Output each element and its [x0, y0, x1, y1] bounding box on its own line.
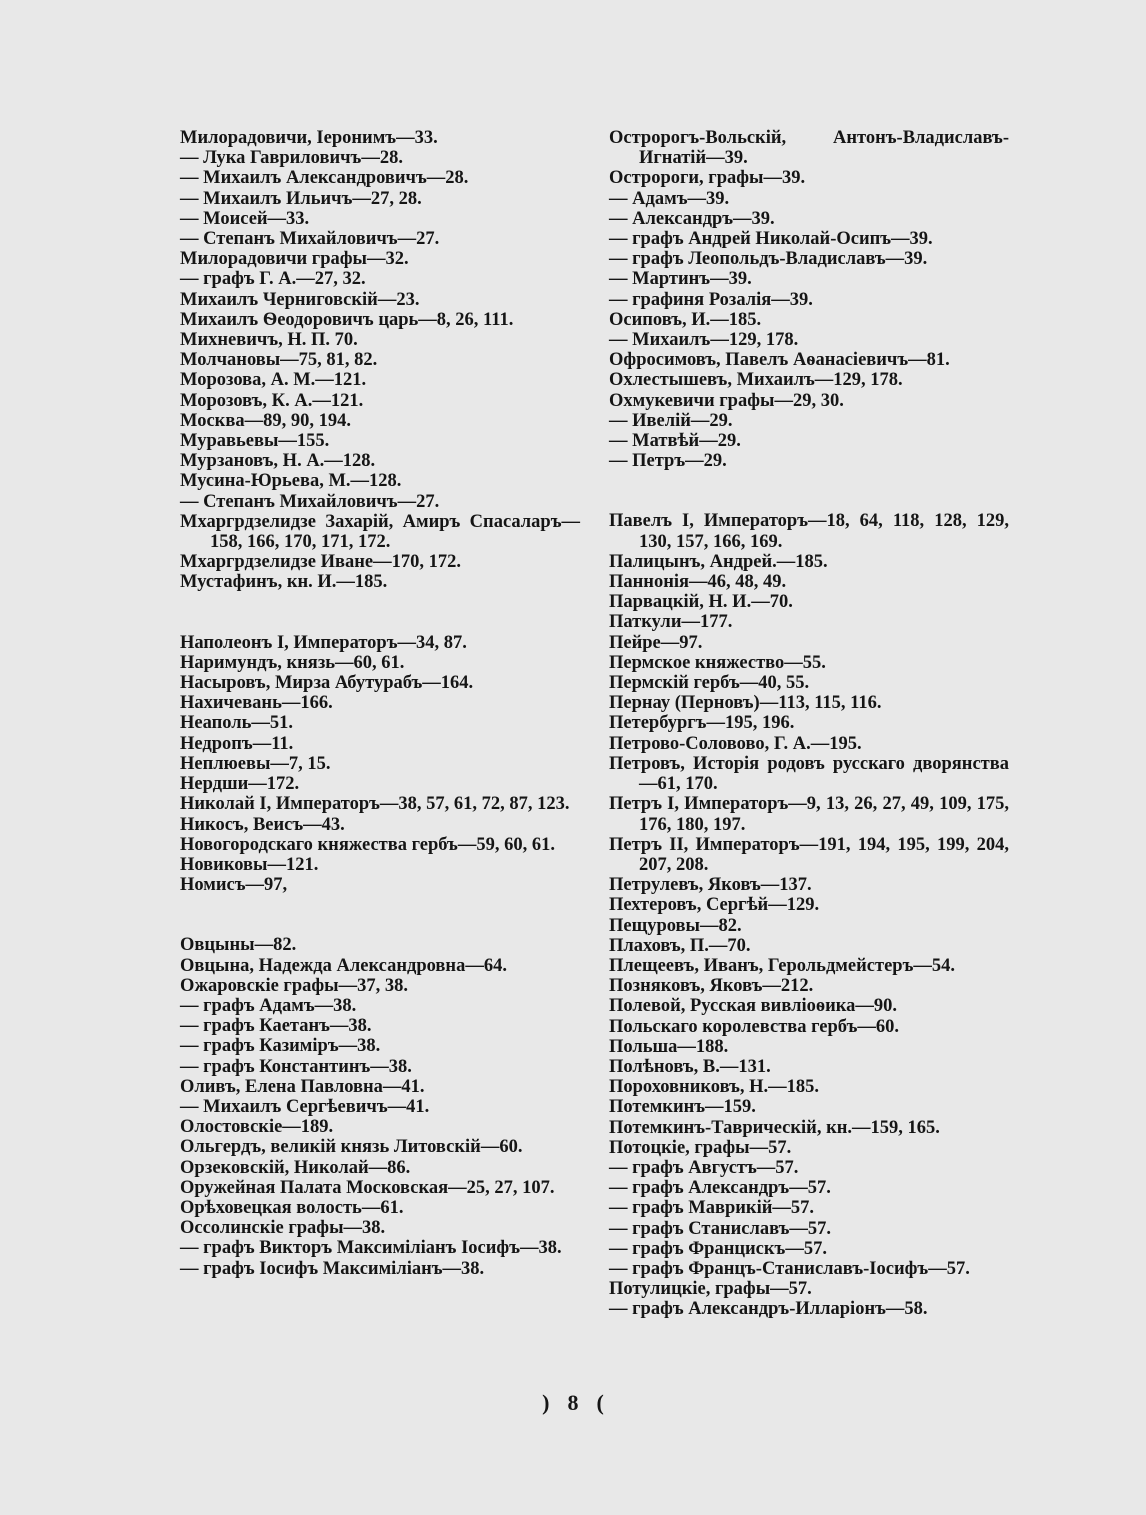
index-entry: — графъ Іосифъ Максиміліанъ—38.	[180, 1258, 485, 1279]
index-entry: Никосъ, Веисъ—43.	[180, 814, 345, 835]
index-entry: — графъ Каетанъ—38.	[180, 1016, 372, 1037]
index-column-right	[609, 128, 1009, 1320]
index-entry: — графиня Розалія—39.	[609, 289, 813, 310]
index-entry: Парвацкій, Н. И.—70.	[609, 592, 793, 613]
index-entry: Остророгъ-Вольскій, Антонъ-Владиславъ-Игнатій—39.	[609, 128, 1009, 169]
index-entry: Наполеонъ I, Императоръ—34, 87.	[180, 632, 467, 653]
index-entry: Орѣховецкая волость—61.	[180, 1197, 404, 1218]
index-entry: — Мартинъ—39.	[609, 269, 752, 290]
index-entry: — Михаилъ Сергѣевичъ—41.	[180, 1096, 430, 1117]
index-entry: — графъ Казиміръ—38.	[180, 1036, 381, 1057]
index-entry: Овцына, Надежда Александровна—64.	[180, 955, 507, 976]
index-entry: Пейре—97.	[609, 632, 703, 653]
index-entry: Петръ I, Императоръ—9, 13, 26, 27, 49, 109, 175, 176, 180, 197.	[609, 794, 1009, 835]
index-entry: Николай I, Императоръ—38, 57, 61, 72, 87, 123.	[180, 794, 570, 815]
index-entry: — графъ Александръ-Илларіонъ—58.	[609, 1299, 928, 1320]
index-entry: Плаховъ, П.—70.	[609, 935, 751, 956]
index-entry: Оливъ, Елена Павловна—41.	[180, 1076, 425, 1097]
index-entry: Потемкинъ-Таврическій, кн.—159, 165.	[609, 1117, 940, 1138]
index-entry: Полевой, Русская вивліоѳика—90.	[609, 996, 898, 1017]
index-entry: — графъ Александръ—57.	[609, 1178, 831, 1199]
index-entry: Потоцкіе, графы—57.	[609, 1137, 792, 1158]
index-entry: Морозова, А. М.—121.	[180, 370, 367, 391]
index-entry: Польскаго королевства гербъ—60.	[609, 1016, 900, 1037]
index-entry: Пермскій гербъ—40, 55.	[609, 673, 810, 694]
index-entry: Номисъ—97,	[180, 875, 288, 896]
index-entry: — графъ Константинъ—38.	[180, 1056, 412, 1077]
index-entry: Москва—89, 90, 194.	[180, 410, 351, 431]
index-entry: Насыровъ, Мирза Абутурабъ—164.	[180, 673, 474, 694]
index-entry: Охлестышевъ, Михаилъ—129, 178.	[609, 370, 903, 391]
index-entry: Михневичъ, Н. П. 70.	[180, 330, 358, 351]
index-entry: — графъ Викторъ Максиміліанъ Іосифъ—38.	[180, 1238, 562, 1259]
index-entry: — графъ Леопольдъ-Владиславъ—39.	[609, 249, 928, 270]
index-entry: — графъ Станиславъ—57.	[609, 1218, 832, 1239]
index-entry: Петръ II, Императоръ—191, 194, 195, 199, 204, 207, 208.	[609, 834, 1009, 875]
index-entry: — графъ Августъ—57.	[609, 1157, 799, 1178]
index-entry: Офросимовъ, Павелъ Аѳанасіевичъ—81.	[609, 350, 950, 371]
index-entry: — графъ Адамъ—38.	[180, 995, 357, 1016]
index-entry: — Степанъ Михайловичъ—27.	[180, 229, 440, 250]
index-entry: Петрово-Соловово, Г. А.—195.	[609, 733, 862, 754]
group-spacer	[180, 895, 580, 935]
index-entry: Недропъ—11.	[180, 733, 294, 754]
index-entry: Пернау (Перновъ)—113, 115, 116.	[609, 693, 882, 714]
index-entry: — Михаилъ Ильичъ—27, 28.	[180, 188, 422, 209]
index-entry: — графъ Францъ-Станиславъ-Іосифъ—57.	[609, 1258, 970, 1279]
index-entry: Паткули—177.	[609, 612, 733, 633]
index-entry: Неаполь—51.	[180, 713, 294, 734]
index-entry: — Александръ—39.	[609, 208, 775, 229]
index-entry: Новогородскаго княжества гербъ—59, 60, 61.	[180, 834, 555, 855]
index-entry: — Лука Гавриловичъ—28.	[180, 148, 403, 169]
index-entry: Мхаргрдзелидзе Иване—170, 172.	[180, 552, 461, 573]
index-entry: — Михаилъ Александровичъ—28.	[180, 168, 469, 189]
index-entry: Паннонія—46, 48, 49.	[609, 572, 787, 593]
index-entry: Ожаровскіе графы—37, 38.	[180, 975, 408, 996]
index-entry: Орзековскій, Николай—86.	[180, 1157, 411, 1178]
index-entry: Пермское княжество—55.	[609, 652, 826, 673]
index-entry: — Петръ—29.	[609, 451, 727, 472]
index-entry: — Матвѣй—29.	[609, 431, 741, 452]
index-entry: Милорадовичи графы—32.	[180, 249, 409, 270]
index-entry: Неплюевы—7, 15.	[180, 753, 331, 774]
page-number	[0, 1390, 1146, 1416]
folio-number: 8	[567, 1390, 579, 1415]
index-entry: Пещуровы—82.	[609, 915, 742, 936]
index-entry: — графъ Маврикій—57.	[609, 1198, 815, 1219]
index-entry: Мусина-Юрьева, М.—128.	[180, 471, 402, 492]
index-entry: Ольгердъ, великій князь Литовскій—60.	[180, 1137, 523, 1158]
index-entry: Полѣновъ, В.—131.	[609, 1056, 771, 1077]
index-entry: Плещеевъ, Иванъ, Герольдмейстеръ—54.	[609, 955, 955, 976]
index-entry: Петрулевъ, Яковъ—137.	[609, 875, 812, 896]
index-entry: Потемкинъ—159.	[609, 1097, 756, 1118]
index-entry: Охмукевичи графы—29, 30.	[609, 390, 844, 411]
index-entry: Нердши—172.	[180, 774, 300, 795]
folio-left-mark: )	[542, 1390, 550, 1415]
group-spacer	[180, 593, 580, 633]
index-entry: Оружейная Палата Московская—25, 27, 107.	[180, 1177, 555, 1198]
index-entry: Наримундъ, князь—60, 61.	[180, 652, 405, 673]
index-entry: Польша—188.	[609, 1036, 729, 1057]
index-entry: Михаилъ Ѳеодоровичъ царь—8, 26, 111.	[180, 309, 514, 330]
index-entry: Пороховниковъ, Н.—185.	[609, 1077, 820, 1098]
index-entry: Потулицкіе, графы—57.	[609, 1279, 812, 1300]
index-entry: Олостовскіе—189.	[180, 1117, 334, 1138]
index-entry: Пехтеровъ, Сергѣй—129.	[609, 895, 820, 916]
index-entry: Оссолинскіе графы—38.	[180, 1218, 386, 1239]
index-entry: Муравьевы—155.	[180, 431, 330, 452]
index-entry: — Степанъ Михайловичъ—27.	[180, 491, 440, 512]
index-column-left	[180, 128, 580, 1279]
index-entry: — Ивелій—29.	[609, 410, 733, 431]
index-entry: Новиковы—121.	[180, 854, 319, 875]
index-entry: Петербургъ—195, 196.	[609, 713, 795, 734]
index-entry: — Михаилъ—129, 178.	[609, 330, 799, 351]
index-entry: Мустафинъ, кн. И.—185.	[180, 572, 388, 593]
index-entry: Петровъ, Исторія родовъ русскаго дворянства—61, 170.	[609, 753, 1009, 795]
index-entry: Михаилъ Черниговскій—23.	[180, 289, 420, 310]
index-entry: Молчановы—75, 81, 82.	[180, 350, 378, 371]
group-spacer	[609, 471, 1009, 511]
index-entry: Милорадовичи, Іеронимъ—33.	[180, 128, 438, 148]
index-entry: Позняковъ, Яковъ—212.	[609, 976, 814, 997]
index-entry: — графъ Францискъ—57.	[609, 1238, 827, 1259]
index-entry: — графъ Андрей Николай-Осипъ—39.	[609, 229, 933, 250]
index-entry: Остророги, графы—39.	[609, 168, 806, 189]
index-entry: Осиповъ, И.—185.	[609, 309, 762, 330]
folio-right-mark: (	[596, 1390, 604, 1415]
index-entry: Овцыны—82.	[180, 935, 297, 956]
index-entry: Нахичевань—166.	[180, 693, 333, 714]
index-entry: Павелъ I, Императоръ—18, 64, 118, 128, 129, 130, 157, 166, 169.	[609, 511, 1009, 552]
index-entry: — графъ Г. А.—27, 32.	[180, 269, 366, 290]
index-entry: Морозовъ, К. А.—121.	[180, 390, 364, 411]
index-entry: Мхаргрдзелидзе Захарій, Амиръ Спасаларъ—158, 166, 170, 171, 172.	[180, 511, 580, 553]
index-entry: — Моисей—33.	[180, 208, 310, 229]
index-entry: Палицынъ, Андрей.—185.	[609, 551, 828, 572]
index-entry: Мурзановъ, Н. А.—128.	[180, 451, 376, 472]
index-entry: — Адамъ—39.	[609, 188, 730, 209]
